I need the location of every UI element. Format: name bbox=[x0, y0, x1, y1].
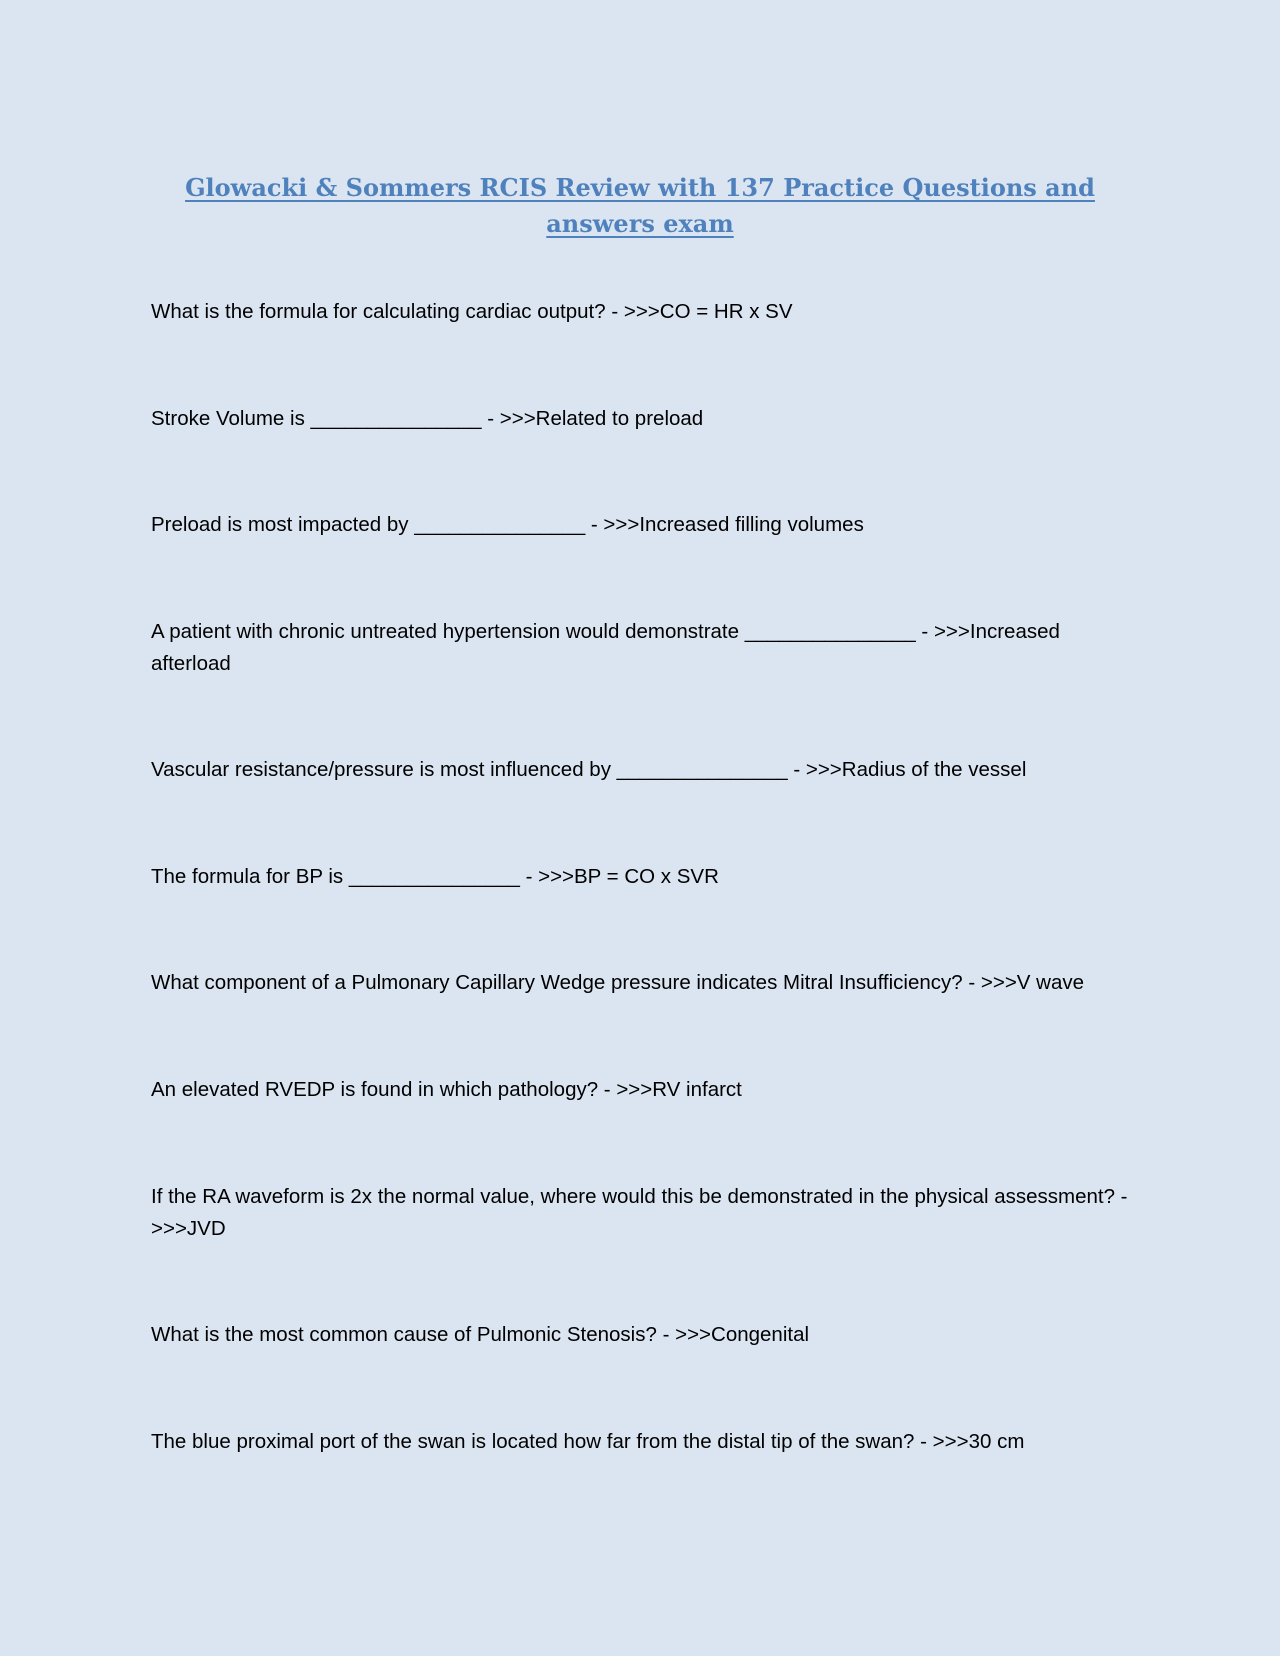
qa-item-9: If the RA waveform is 2x the normal value, where would this be demonstrated in the physical assessment? - >>>JVD bbox=[151, 1185, 1128, 1240]
qa-item-5: Vascular resistance/pressure is most influenced by _______________ - >>>Radius of the vessel bbox=[151, 758, 1027, 781]
qa-item-10: What is the most common cause of Pulmonic Stenosis? - >>>Congenital bbox=[151, 1323, 810, 1346]
qa-item-3: Preload is most impacted by _______________ - >>>Increased filling volumes bbox=[151, 513, 864, 536]
qa-item-7: What component of a Pulmonary Capillary Wedge pressure indicates Mitral Insufficiency? - >>>V wave bbox=[151, 971, 1085, 994]
qa-item-11: The blue proximal port of the swan is located how far from the distal tip of the swan? - >>>30 cm bbox=[151, 1430, 1025, 1453]
document-title: Glowacki & Sommers RCIS Review with 137 Practice Questions and answers exam bbox=[185, 173, 1095, 238]
qa-item-8: An elevated RVEDP is found in which pathology? - >>>RV infarct bbox=[151, 1078, 742, 1101]
qa-item-4: A patient with chronic untreated hypertension would demonstrate _______________ - >>>Increased afterload bbox=[151, 620, 1060, 675]
qa-item-2: Stroke Volume is _______________ - >>>Related to preload bbox=[151, 407, 704, 430]
qa-item-6: The formula for BP is _______________ - >>>BP = CO x SVR bbox=[151, 865, 719, 888]
qa-item-1: What is the formula for calculating cardiac output? - >>>CO = HR x SV bbox=[151, 300, 793, 323]
